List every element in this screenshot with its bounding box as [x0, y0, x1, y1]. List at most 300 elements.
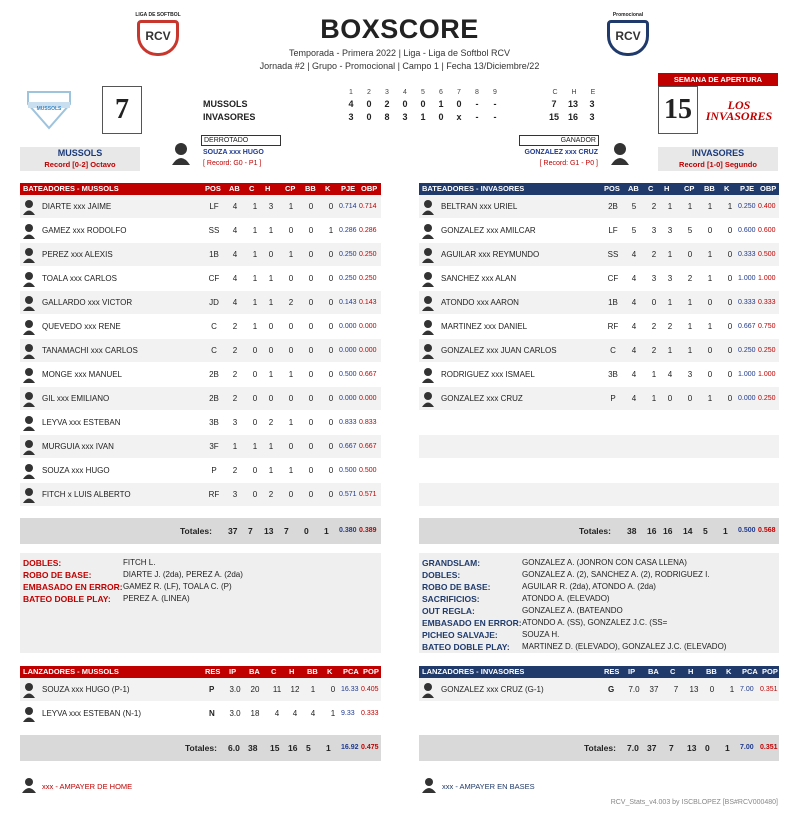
subtitle-game: Jornada #2 | Grupo - Promocional | Campo 1 | Fecha 13/Diciembre/22 [259, 61, 540, 71]
batter-stat: 2 [268, 418, 274, 427]
batter-obp: 1.000 [758, 371, 776, 378]
note-label: OUT REGLA: [422, 606, 475, 616]
pitcher-stat: 1 [310, 685, 316, 694]
note-label: ROBO DE BASE: [422, 582, 491, 592]
batter-name: AGUILAR xxx REYMUNDO [441, 250, 540, 259]
pitcher-pca: 16.33 [341, 686, 359, 693]
note-value: GONZALEZ A. (JONRON CON CASA LLENA) [522, 558, 687, 567]
player-avatar-icon [422, 247, 434, 263]
promo-logo [607, 12, 663, 56]
batter-stat: 1 [707, 202, 713, 211]
batter-pos: 2B [608, 202, 618, 211]
batter-pje: 0.000 [738, 395, 756, 402]
batter-name: BELTRAN xxx URIEL [441, 202, 518, 211]
totals-value: 5 [306, 743, 311, 753]
inning-runs: 0 [456, 99, 462, 109]
batter-stat: 4 [667, 370, 673, 379]
batter-pos: CF [208, 274, 220, 283]
batter-pje: 0.667 [339, 443, 357, 450]
column-header: IP [628, 667, 636, 676]
away-pitching-table [20, 666, 381, 761]
batter-stat: 1 [288, 466, 294, 475]
home-team-card [658, 147, 778, 171]
pitching-header [20, 666, 381, 678]
batter-stat: 2 [232, 370, 238, 379]
player-avatar-icon [23, 415, 35, 431]
batter-stat: 0 [288, 442, 294, 451]
batter-stat: 0 [328, 346, 334, 355]
batter-obp: 0.600 [758, 227, 776, 234]
batter-row [419, 387, 779, 411]
pitcher-row [20, 702, 381, 726]
batter-row [20, 363, 381, 387]
away-team-record: Record [0-2] Octavo [44, 160, 116, 169]
away-pitcher-avatar [171, 141, 191, 167]
batter-pos: C [211, 346, 217, 355]
batter-name: GONZALEZ xxx JUAN CARLOS [441, 346, 557, 355]
pitcher-stat: 20 [250, 685, 260, 694]
batter-stat: 4 [232, 250, 238, 259]
inning-number: 9 [493, 89, 497, 96]
umpire-bases: xxx - AMPAYER EN BASES [442, 782, 535, 791]
batter-name: TANAMACHI xxx CARLOS [42, 346, 138, 355]
batter-pje: 0.143 [339, 299, 357, 306]
player-avatar-icon [23, 682, 35, 698]
batter-obp: 0.250 [359, 275, 377, 282]
column-header: BB [706, 667, 717, 676]
player-avatar-icon [422, 343, 434, 359]
away-notes [20, 553, 381, 653]
totals-label: Totales: [579, 526, 611, 536]
batter-stat: 0 [308, 466, 314, 475]
batter-stat: 0 [328, 418, 334, 427]
column-header: C [648, 184, 654, 193]
inning-runs: 2 [384, 99, 390, 109]
batter-stat: 1 [268, 274, 274, 283]
pitcher-stat: 13 [689, 685, 699, 694]
empty-row [419, 459, 779, 483]
column-header: PJE [740, 184, 755, 193]
note-label: DOBLES: [23, 558, 62, 568]
pitcher-pop: 0.333 [361, 710, 379, 717]
note-label: GRANDSLAM: [422, 558, 481, 568]
batter-stat: 1 [252, 298, 258, 307]
batter-obp: 0.667 [359, 443, 377, 450]
player-avatar-icon [23, 271, 35, 287]
batter-stat: 0 [252, 490, 258, 499]
column-header: K [726, 667, 732, 676]
column-header: POP [363, 667, 379, 676]
totals-value: 5 [703, 526, 708, 536]
batter-stat: 0 [268, 394, 274, 403]
batter-pje: 0.250 [738, 203, 756, 210]
column-header: PCA [742, 667, 758, 676]
totals-value: 16 [647, 526, 657, 536]
batter-obp: 0.833 [359, 419, 377, 426]
totals-label: Totales: [185, 743, 217, 753]
totals-value: 0 [304, 526, 309, 536]
batter-stat: 2 [232, 346, 238, 355]
batter-name: MARTINEZ xxx DANIEL [441, 322, 528, 331]
batter-stat: 4 [631, 322, 637, 331]
column-header: IP [229, 667, 237, 676]
batter-obp: 0.500 [359, 467, 377, 474]
batter-row [419, 315, 779, 339]
column-header: BB [305, 184, 316, 193]
batter-pos: 3B [608, 370, 618, 379]
batter-row [419, 243, 779, 267]
away-score: 7 [102, 86, 142, 134]
player-avatar-icon [23, 295, 35, 311]
umpire-home: xxx - AMPAYER DE HOME [42, 782, 133, 791]
inning-runs: 1 [420, 112, 426, 122]
subtitle-season: Temporada - Primera 2022 | Liga - Liga de Softbol RCV [289, 48, 510, 58]
inning-runs: 4 [348, 99, 354, 109]
batter-obp: 0.250 [758, 347, 776, 354]
player-avatar-icon [422, 223, 434, 239]
pitcher-pca: 9.33 [341, 710, 355, 717]
rhe-value: 13 [567, 99, 578, 109]
away-pitcher-name: SOUZA xxx HUGO [203, 149, 264, 156]
batter-stat: 5 [631, 226, 637, 235]
totals-value: 0.380 [339, 527, 357, 534]
linescore-away-name: MUSSOLS [203, 99, 248, 109]
note-value: GONZALEZ A. (2), SANCHEZ A. (2), RODRIGUEZ I. [522, 570, 710, 579]
note-label: EMBASADO EN ERROR: [422, 618, 522, 628]
totals-value: 7 [248, 526, 253, 536]
batter-stat: 0 [308, 322, 314, 331]
pitcher-stat: 11 [272, 685, 282, 694]
column-header: CP [285, 184, 296, 193]
batter-name: GONZALEZ xxx AMILCAR [441, 226, 536, 235]
home-team-logo: LOS INVASORES [705, 98, 773, 123]
page-title: BOXSCORE [320, 14, 479, 44]
player-avatar-icon [23, 367, 35, 383]
rhe-value: 7 [551, 99, 557, 109]
batter-stat: 1 [667, 250, 673, 259]
totals-value: 1 [324, 526, 329, 536]
totals-value: 7 [669, 743, 674, 753]
batting-title: BATEADORES - INVASORES [422, 184, 525, 193]
batter-stat: 0 [687, 394, 693, 403]
pitcher-pop: 0.405 [361, 686, 379, 693]
batter-stat: 0 [328, 370, 334, 379]
batter-stat: 3 [667, 274, 673, 283]
totals-value: 7.0 [627, 743, 639, 753]
column-header: AB [229, 184, 240, 193]
batter-stat: 3 [268, 202, 274, 211]
batter-row [20, 267, 381, 291]
note-value: ATONDO A. (SS), GONZALEZ J.C. (SS= [522, 618, 668, 627]
away-team-name: MUSSOLS [57, 148, 103, 158]
column-header: RES [205, 667, 221, 676]
player-avatar-icon [23, 439, 35, 455]
batter-stat: 0 [727, 274, 733, 283]
batter-stat: 4 [631, 394, 637, 403]
batter-pje: 0.571 [339, 491, 357, 498]
batter-row [20, 243, 381, 267]
batter-pos: SS [607, 250, 619, 259]
batter-pje: 1.000 [738, 275, 756, 282]
empty-row [419, 411, 779, 435]
batter-pos: RF [208, 490, 220, 499]
batter-row [20, 291, 381, 315]
batter-stat: 1 [252, 442, 258, 451]
batter-name: MONGE xxx MANUEL [42, 370, 123, 379]
batter-pos: P [211, 466, 217, 475]
batter-stat: 1 [667, 202, 673, 211]
league-logo-shield: RCV [137, 20, 179, 56]
away-team-card [20, 147, 140, 171]
batter-stat: 1 [268, 466, 274, 475]
totals-value: 14 [683, 526, 693, 536]
rhe-value: 15 [548, 112, 559, 122]
linescore-home-name: INVASORES [203, 112, 256, 122]
batter-row [20, 339, 381, 363]
totals-value: 15 [270, 743, 280, 753]
totals-value: 16.92 [341, 744, 359, 751]
batter-obp: 0.400 [758, 203, 776, 210]
batter-pos: 3B [209, 418, 219, 427]
batter-obp: 0.000 [359, 395, 377, 402]
batter-stat: 3 [687, 370, 693, 379]
batter-name: GAMEZ xxx RODOLFO [42, 226, 127, 235]
pitcher-row [20, 678, 381, 702]
home-score: 15 [658, 86, 698, 134]
inning-runs: 3 [348, 112, 354, 122]
column-header: K [325, 184, 331, 193]
player-avatar-icon [422, 682, 434, 698]
batter-pje: 0.000 [339, 395, 357, 402]
batter-stat: 4 [232, 274, 238, 283]
player-avatar-icon [23, 199, 35, 215]
inning-runs: - [475, 112, 479, 122]
column-header: C [249, 184, 255, 193]
batter-pos: SS [208, 226, 220, 235]
rhe-value: 3 [589, 112, 595, 122]
batter-obp: 1.000 [758, 275, 776, 282]
player-avatar-icon [23, 247, 35, 263]
totals-value: 0.500 [738, 527, 756, 534]
batter-name: SOUZA xxx HUGO [42, 466, 110, 475]
batter-stat: 4 [631, 250, 637, 259]
pitcher-name: LEYVA xxx ESTEBAN (N-1) [42, 709, 141, 718]
batter-stat: 2 [687, 274, 693, 283]
totals-value: 16 [288, 743, 298, 753]
totals-value: 0.475 [361, 744, 379, 751]
batter-stat: 4 [232, 298, 238, 307]
batter-stat: 0 [328, 394, 334, 403]
batter-obp: 0.000 [359, 323, 377, 330]
batter-stat: 0 [328, 202, 334, 211]
batter-stat: 2 [651, 322, 657, 331]
inning-runs: 0 [438, 112, 444, 122]
batter-stat: 4 [631, 274, 637, 283]
batter-pos: CF [607, 274, 619, 283]
home-pitcher-avatar [610, 141, 630, 167]
batter-stat: 0 [308, 274, 314, 283]
promo-logo-shield: RCV [607, 20, 649, 56]
batter-row [20, 195, 381, 219]
batter-stat: 0 [252, 394, 258, 403]
column-header: BB [704, 184, 715, 193]
batter-name: ATONDO xxx AARON [441, 298, 519, 307]
column-header: H [664, 184, 670, 193]
batting-totals [419, 518, 779, 544]
pitcher-stat: 4 [310, 709, 316, 718]
totals-value: 6.0 [228, 743, 240, 753]
totals-value: 7 [284, 526, 289, 536]
column-header: BA [648, 667, 659, 676]
batter-stat: 0 [727, 226, 733, 235]
rhe-header: C [552, 89, 558, 96]
rhe-value: 3 [589, 99, 595, 109]
note-value: DIARTE J. (2da), PEREZ A. (2da) [123, 570, 243, 579]
column-header: RES [604, 667, 620, 676]
batter-stat: 0 [707, 226, 713, 235]
away-pitcher-record: [ Record: G0 - P1 ] [203, 160, 262, 167]
note-value: MARTINEZ D. (ELEVADO), GONZALEZ J.C. (ELEVADO) [522, 642, 727, 651]
inning-runs: - [493, 99, 497, 109]
pitcher-result: P [209, 685, 215, 694]
batter-stat: 1 [707, 394, 713, 403]
batter-row [419, 291, 779, 315]
note-label: ROBO DE BASE: [23, 570, 92, 580]
batter-pos: 2B [209, 394, 219, 403]
batter-row [20, 315, 381, 339]
batter-obp: 0.750 [758, 323, 776, 330]
batter-pje: 0.500 [339, 467, 357, 474]
player-avatar-icon [23, 319, 35, 335]
batter-name: DIARTE xxx JAIME [42, 202, 112, 211]
batter-stat: 0 [328, 490, 334, 499]
batter-pje: 0.667 [738, 323, 756, 330]
pitching-title: LANZADORES - INVASORES [422, 667, 525, 676]
batter-pos: 2B [209, 370, 219, 379]
totals-value: 37 [228, 526, 238, 536]
pitcher-stat: 3.0 [229, 709, 241, 718]
home-notes [419, 553, 779, 653]
inning-number: 2 [367, 89, 371, 96]
batter-pos: LF [608, 226, 618, 235]
batter-name: QUEVEDO xxx RENE [42, 322, 121, 331]
batter-obp: 0.714 [359, 203, 377, 210]
batter-row [20, 411, 381, 435]
batter-row [419, 267, 779, 291]
batter-pos: P [610, 394, 616, 403]
totals-value: 13 [264, 526, 274, 536]
batter-stat: 3 [667, 226, 673, 235]
batter-pje: 0.833 [339, 419, 357, 426]
batter-stat: 3 [232, 490, 238, 499]
batter-stat: 4 [631, 370, 637, 379]
inning-runs: x [456, 112, 462, 122]
batter-row [419, 363, 779, 387]
pitcher-stat: 18 [250, 709, 260, 718]
batter-stat: 1 [288, 370, 294, 379]
home-team-name: INVASORES [691, 148, 745, 158]
away-result-label: DERROTADO [201, 135, 281, 146]
batter-pje: 0.333 [738, 251, 756, 258]
batter-stat: 0 [707, 346, 713, 355]
batter-stat: 0 [308, 202, 314, 211]
totals-value: 0.389 [359, 527, 377, 534]
batter-stat: 0 [308, 226, 314, 235]
batter-stat: 0 [268, 322, 274, 331]
batter-obp: 0.000 [359, 347, 377, 354]
batter-pje: 0.250 [738, 347, 756, 354]
batter-stat: 0 [328, 322, 334, 331]
totals-value: 0.568 [758, 527, 776, 534]
note-value: PEREZ A. (LINEA) [123, 594, 190, 603]
batter-stat: 3 [232, 418, 238, 427]
batter-stat: 0 [308, 418, 314, 427]
batter-stat: 1 [651, 370, 657, 379]
batter-stat: 1 [288, 250, 294, 259]
totals-label: Totales: [180, 526, 212, 536]
batter-stat: 1 [328, 226, 334, 235]
batter-stat: 5 [687, 226, 693, 235]
pitcher-row [419, 678, 779, 702]
umpire-bases-avatar [422, 777, 436, 795]
inning-runs: 0 [366, 99, 372, 109]
batter-pos: C [211, 322, 217, 331]
batter-pje: 0.286 [339, 227, 357, 234]
batter-stat: 1 [687, 346, 693, 355]
batter-stat: 1 [288, 418, 294, 427]
batter-pos: 3F [209, 442, 219, 451]
batter-pje: 0.250 [339, 275, 357, 282]
batter-stat: 0 [328, 274, 334, 283]
batter-stat: 0 [308, 298, 314, 307]
batter-stat: 1 [667, 346, 673, 355]
inning-number: 6 [439, 89, 443, 96]
batter-stat: 1 [707, 322, 713, 331]
batter-pje: 0.600 [738, 227, 756, 234]
batter-stat: 1 [252, 322, 258, 331]
note-value: SOUZA H. [522, 630, 560, 639]
batter-stat: 1 [252, 250, 258, 259]
totals-label: Totales: [584, 743, 616, 753]
batter-stat: 4 [232, 226, 238, 235]
totals-value: 37 [647, 743, 657, 753]
batter-obp: 0.250 [758, 395, 776, 402]
batter-stat: 0 [288, 274, 294, 283]
player-avatar-icon [23, 487, 35, 503]
pitcher-pop: 0.351 [760, 686, 778, 693]
player-avatar-icon [23, 706, 35, 722]
batter-stat: 5 [631, 202, 637, 211]
column-header: PJE [341, 184, 356, 193]
totals-value: 38 [627, 526, 637, 536]
inning-runs: - [475, 99, 479, 109]
inning-runs: 8 [384, 112, 390, 122]
player-avatar-icon [23, 343, 35, 359]
batter-stat: 0 [727, 322, 733, 331]
batter-obp: 0.667 [359, 371, 377, 378]
batter-stat: 0 [288, 346, 294, 355]
empty-row [419, 483, 779, 507]
batter-stat: 1 [268, 298, 274, 307]
player-avatar-icon [422, 295, 434, 311]
batter-stat: 3 [651, 226, 657, 235]
batter-stat: 0 [288, 322, 294, 331]
batter-stat: 0 [308, 370, 314, 379]
empty-row [419, 435, 779, 459]
note-label: BATEO DOBLE PLAY: [422, 642, 510, 652]
batter-stat: 2 [232, 322, 238, 331]
batting-header [20, 183, 381, 195]
